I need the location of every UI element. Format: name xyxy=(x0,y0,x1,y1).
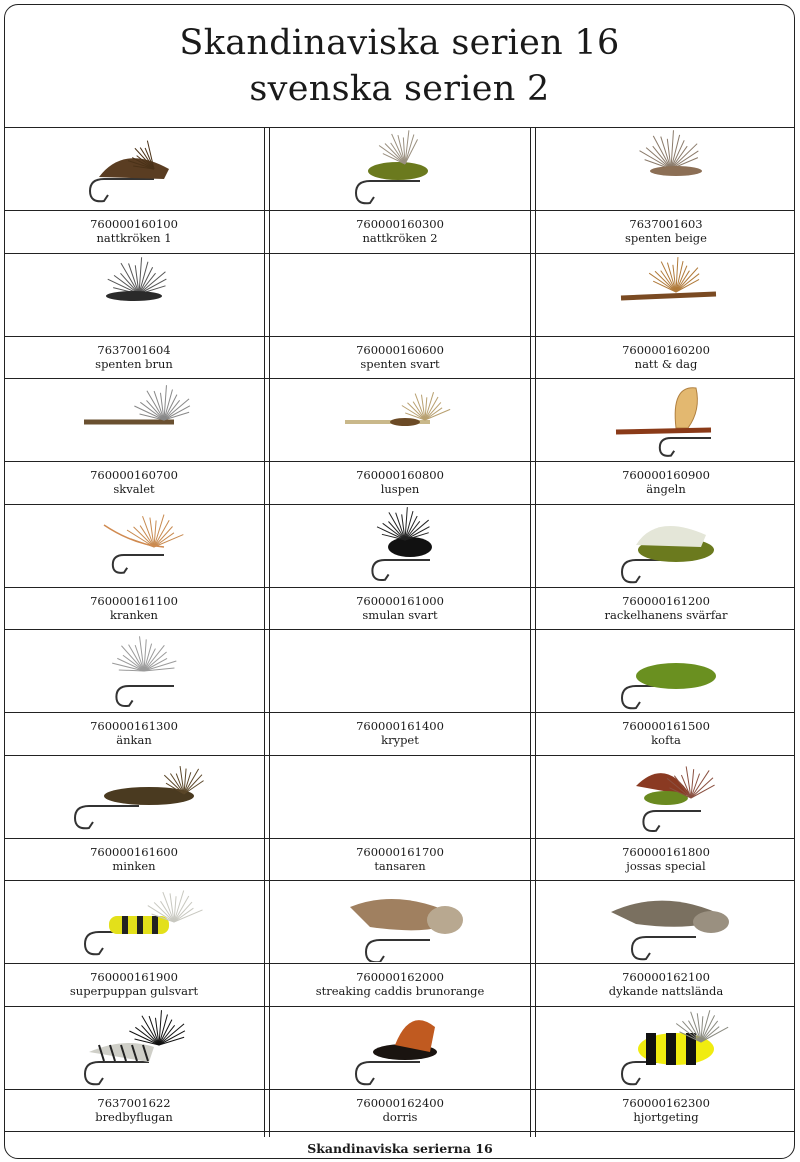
fly-green-sedge-icon xyxy=(576,505,756,585)
fly-label xyxy=(5,336,263,378)
fly-entry xyxy=(5,504,263,629)
row-divider xyxy=(5,755,794,756)
fly-label xyxy=(537,963,795,1005)
fly-name: nattkröken 2 xyxy=(362,231,438,245)
fly-entry xyxy=(271,504,529,629)
fly-image xyxy=(5,253,263,336)
fly-dark-dry-icon xyxy=(44,254,224,334)
fly-cream-dry-icon xyxy=(310,380,490,460)
fly-entry xyxy=(271,1006,529,1131)
title-line-1: Skandinaviska serien 16 xyxy=(179,23,620,63)
fly-code: 760000162400 xyxy=(356,1095,444,1110)
fly-name: streaking caddis brunorange xyxy=(315,984,485,998)
fly-entry xyxy=(5,755,263,880)
fly-code: 760000161000 xyxy=(356,593,444,608)
fly-label xyxy=(271,336,529,378)
fly-code: 760000161600 xyxy=(90,844,178,859)
column-divider xyxy=(530,127,536,1137)
row-divider xyxy=(5,504,794,505)
fly-barred-hackle-icon xyxy=(44,1007,224,1087)
fly-entry xyxy=(537,378,795,503)
fly-label xyxy=(271,963,529,1005)
fly-image xyxy=(537,504,795,587)
fly-code: 760000160200 xyxy=(622,342,710,357)
fly-code: 760000160100 xyxy=(90,217,178,231)
footer-label: Skandinaviska serierna 16 xyxy=(307,1141,493,1156)
fly-image xyxy=(5,880,263,963)
fly-green-nymph-icon xyxy=(576,631,756,711)
fly-name: natt & dag xyxy=(634,356,698,371)
fly-code: 760000162100 xyxy=(622,970,710,984)
fly-image xyxy=(271,378,529,461)
fly-label xyxy=(5,838,263,880)
row-divider xyxy=(5,336,794,337)
fly-image xyxy=(271,127,529,210)
fly-image xyxy=(5,1006,263,1089)
fly-image xyxy=(5,629,263,712)
row-divider xyxy=(5,712,794,713)
fly-entry xyxy=(271,755,529,880)
fly-image xyxy=(271,1006,529,1089)
fly-caddis-brown-icon xyxy=(310,882,490,962)
fly-code: 7637001603 xyxy=(629,217,703,231)
fly-image xyxy=(5,378,263,461)
fly-image xyxy=(271,504,529,587)
fly-label xyxy=(271,461,529,503)
fly-code: 760000161900 xyxy=(90,970,178,984)
fly-label xyxy=(537,1089,795,1131)
fly-mayfly-icon xyxy=(576,380,756,460)
fly-brown-wing-icon xyxy=(44,129,224,209)
fly-entry xyxy=(5,253,263,378)
fly-black-hackle-icon xyxy=(310,505,490,585)
fly-image xyxy=(537,755,795,838)
fly-entry xyxy=(271,880,529,1005)
row-divider xyxy=(5,127,794,128)
fly-code: 760000160600 xyxy=(356,342,444,357)
fly-name: skvalet xyxy=(113,482,155,496)
fly-entry xyxy=(537,880,795,1005)
fly-image xyxy=(537,1006,795,1089)
fly-image xyxy=(5,755,263,838)
fly-label xyxy=(271,712,529,754)
fly-minken-icon xyxy=(44,756,224,836)
fly-image xyxy=(537,127,795,210)
fly-entry xyxy=(5,629,263,754)
fly-label xyxy=(537,461,795,503)
fly-code: 760000161500 xyxy=(622,719,710,733)
fly-image xyxy=(271,253,529,336)
fly-name: kranken xyxy=(110,607,158,622)
row-divider xyxy=(5,1131,794,1132)
fly-name: minken xyxy=(112,858,156,873)
fly-cranefly-icon xyxy=(44,505,224,585)
fly-image xyxy=(271,880,529,963)
fly-entry xyxy=(5,127,263,252)
fly-yellow-black-icon xyxy=(44,882,224,962)
fly-entry xyxy=(537,127,795,252)
fly-catalog-sheet xyxy=(4,4,795,1159)
fly-label xyxy=(537,210,795,252)
row-divider xyxy=(5,253,794,254)
fly-image xyxy=(271,755,529,838)
row-divider xyxy=(5,1006,794,1007)
row-divider xyxy=(5,629,794,630)
fly-entry xyxy=(537,504,795,629)
fly-entry xyxy=(537,253,795,378)
fly-wasp-icon xyxy=(576,1007,756,1087)
fly-image xyxy=(271,629,529,712)
row-divider xyxy=(5,461,794,462)
fly-label xyxy=(271,210,529,252)
fly-name: nattkröken 1 xyxy=(96,231,172,245)
fly-dorris-icon xyxy=(310,1007,490,1087)
row-divider xyxy=(5,963,794,964)
fly-name: ängeln xyxy=(646,482,686,496)
row-divider xyxy=(5,210,794,211)
fly-code: 760000160800 xyxy=(356,468,444,482)
fly-entry xyxy=(537,629,795,754)
fly-entry xyxy=(5,378,263,503)
fly-code: 760000162300 xyxy=(622,1095,710,1110)
title-line-2: svenska serien 2 xyxy=(249,69,550,109)
fly-caddis-grey-icon xyxy=(576,882,756,962)
fly-label xyxy=(5,963,263,1005)
row-divider xyxy=(5,587,794,588)
fly-name: spenten beige xyxy=(625,231,707,245)
fly-label xyxy=(271,587,529,629)
fly-code: 7637001622 xyxy=(97,1095,171,1110)
fly-green-body-icon xyxy=(310,129,490,209)
fly-code: 760000160300 xyxy=(356,217,444,231)
fly-beige-dry-icon xyxy=(576,129,756,209)
fly-entry xyxy=(271,629,529,754)
fly-label xyxy=(5,712,263,754)
fly-name: änkan xyxy=(116,733,152,747)
fly-image xyxy=(537,880,795,963)
fly-name: superpuppan gulsvart xyxy=(69,984,199,998)
fly-label xyxy=(271,1089,529,1131)
fly-image xyxy=(537,629,795,712)
page-title xyxy=(5,5,794,127)
fly-grey-hackle-icon xyxy=(44,380,224,460)
fly-name: dorris xyxy=(382,1109,418,1124)
fly-speckled-spider-icon xyxy=(44,631,224,711)
fly-name: tansaren xyxy=(374,858,426,873)
fly-code: 760000162000 xyxy=(356,970,444,984)
fly-name: luspen xyxy=(380,482,420,496)
fly-label xyxy=(271,838,529,880)
fly-code: 760000160900 xyxy=(622,468,710,482)
fly-name: spenten svart xyxy=(360,356,440,371)
fly-code: 760000160700 xyxy=(90,468,178,482)
fly-label xyxy=(5,210,263,252)
row-divider xyxy=(5,378,794,379)
fly-label xyxy=(537,336,795,378)
fly-ginger-dry-icon xyxy=(576,254,756,334)
fly-code: 760000161800 xyxy=(622,844,710,859)
fly-entry xyxy=(537,755,795,880)
fly-name: bredbyflugan xyxy=(95,1109,173,1124)
fly-name: rackelhanens svärfar xyxy=(604,607,728,622)
fly-code: 7637001604 xyxy=(97,342,171,357)
row-divider xyxy=(5,1089,794,1090)
column-divider xyxy=(264,127,270,1137)
fly-name: dykande nattslända xyxy=(608,984,724,998)
fly-name: spenten brun xyxy=(95,356,173,371)
fly-entry xyxy=(5,1006,263,1131)
fly-entry xyxy=(537,1006,795,1131)
fly-entry xyxy=(271,378,529,503)
fly-jossas-icon xyxy=(576,756,756,836)
fly-code: 760000161400 xyxy=(356,719,444,733)
fly-label xyxy=(537,712,795,754)
fly-image xyxy=(5,127,263,210)
fly-label xyxy=(537,838,795,880)
row-divider xyxy=(5,838,794,839)
fly-image xyxy=(537,378,795,461)
row-divider xyxy=(5,880,794,881)
fly-code: 760000161300 xyxy=(90,719,178,733)
fly-entry xyxy=(271,253,529,378)
fly-name: kofta xyxy=(651,733,681,747)
fly-entry xyxy=(5,880,263,1005)
fly-code: 760000161200 xyxy=(622,593,710,608)
fly-label xyxy=(5,587,263,629)
fly-image xyxy=(537,253,795,336)
fly-image xyxy=(5,504,263,587)
fly-label xyxy=(5,1089,263,1131)
fly-label xyxy=(537,587,795,629)
fly-code: 760000161100 xyxy=(90,593,178,608)
fly-name: jossas special xyxy=(626,858,706,873)
fly-name: krypet xyxy=(381,733,419,747)
fly-entry xyxy=(271,127,529,252)
fly-name: smulan svart xyxy=(362,607,438,622)
fly-code: 760000161700 xyxy=(356,844,444,859)
fly-label xyxy=(5,461,263,503)
fly-name: hjortgeting xyxy=(633,1109,699,1124)
